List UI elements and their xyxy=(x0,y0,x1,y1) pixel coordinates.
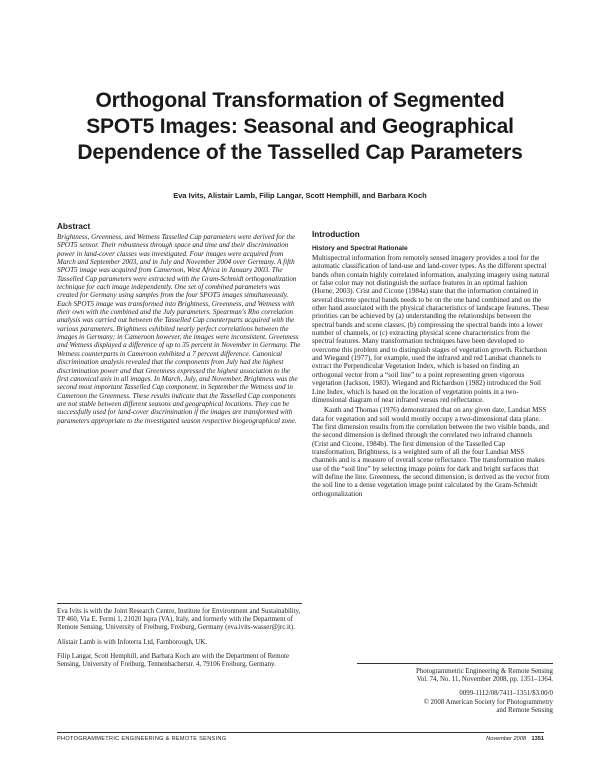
intro-paragraph-1: Multispectral information from remotely sensed imagery provides a tool for the automatic classification of land-use and land-cover types. As the different spectral bands often contain highly correlated information, analyzing imagery using natural or false color may not distinguish the surface features in an optimal fashion (Horne, 2003). Crist and Cicone (1984a) state that the information contained in several discrete spectral bands needs to be on the one hand combined and on the other hand associated with the physical characteristics of landscape features. These priorities can be achieved by (a) understanding the relationships between the spectral bands and scene classes, (b) compressing the spectral bands into a lower number of channels, or (c) extracting physical scene characteristics from the spectral features. Many transformation techniques have been developed to overcome this problem and to distinguish stages of vegetation growth. Richardson and Wiegand (1977), for example, used the infrared and red Landsat channels to extract the Perpendicular Vegetation Index, which is based on finding an orthogonal vector from a “soil line” to a point representing green vigorous vegetation (Jackson, 1983). Wiegand and Richardson (1982) introduced the Soil Line Index, which is based on the location of vegetation points in a two-dimensional diagram of near infrared versus red reflectance. xyxy=(312,254,550,404)
page-number: 1351 xyxy=(531,736,544,742)
abstract-text: Brightness, Greenness, and Wetness Tasselled Cap parameters were derived for the SPOT5 sensor. Their robustness through space and time and their discrimination power in land-cover classes was investigated. Four images were acquired from March and September 2003, and in July and November 2004 over Germany. A fifth SPOT5 image was acquired from Cameroon, West Africa in January 2003. The Tasselled Cap parameters were extracted with the Gram-Schmidt orthogonalization technique for each image independently. One set of combined parameters was created for Germany using samples from the four SPOT5 images simultaneously. Each SPOT5 image was transformed into Brightness, Greenness, and Wetness with their own with the combined and the July parameters. Spearman's Rho correlation analysis was carried out between the Tasselled Cap counterparts acquired with the various parameters. Brightness exhibited nearly perfect correlations between the images in Germany; in Cameroon however, the images were inconsistent. Greenness and Wetness displayed a difference of up to 35 percent in November in Germany. The Wetness counterparts in Cameroon exhibited a 7 percent difference. Canonical discrimination analysis revealed that the components from July had the highest discrimination power and that Greenness expressed the highest association to the first canonical axis in all images. In March, July, and November, Brightness was the second most important Tasselled Cap component, in September the Wetness and in Cameroon the Greenness. These results indicate that the Tasselled Cap components are not stable between different seasons and geographical locations. They can be successfully used for land-cover discrimination if the images are transformed with parameters appropriate to the investigated season respective biogeographical zone. xyxy=(57,233,301,425)
affiliation-2: Alistair Lamb is with Infoterra Ltd, Farnborough, UK. xyxy=(57,638,208,646)
copyright-line-2: and Remote Sensing xyxy=(496,706,553,714)
author-affiliations xyxy=(57,603,302,675)
right-column xyxy=(312,222,550,498)
copyright-line-1: © 2008 American Society for Photogrammetry xyxy=(423,698,553,706)
copyright-block xyxy=(357,690,553,715)
paper-title xyxy=(60,88,540,166)
title-line-1: Orthogonal Transformation of Segmented xyxy=(95,89,505,112)
title-line-2: SPOT5 Images: Seasonal and Geographical xyxy=(86,115,514,138)
affiliation-1: Eva Ivits is with the Joint Research Centre, Institute for Environment and Sustainability, TP 460, Via E. Fermi 1, 21020 Ispra (VA), Italy, and formerly with the Department of Remote Sensing, University of Freiburg, Freiburg, Germany (eva.ivits-wasser@jrc.it). xyxy=(57,608,301,632)
article-code: 0099-1112/08/7411–1351/$3.00/0 xyxy=(459,690,553,698)
footer-date: November 2008 xyxy=(486,736,526,742)
journal-volume: Vol. 74, No. 11, November 2008, pp. 1351–1364. xyxy=(416,676,553,684)
subsection-heading: History and Spectral Rationale xyxy=(312,245,408,252)
abstract-heading: Abstract xyxy=(57,222,91,231)
title-line-3: Dependence of the Tasselled Cap Parameters xyxy=(77,141,523,164)
publication-info xyxy=(357,663,553,721)
journal-name: Photogrammetric Engineering & Remote Sensing xyxy=(415,668,553,675)
journal-citation xyxy=(357,668,553,684)
page-footer xyxy=(57,732,544,743)
introduction-heading: Introduction xyxy=(312,230,360,239)
footer-journal: PHOTOGRAMMETRIC ENGINEERING & REMOTE SENSING xyxy=(57,736,227,742)
left-column xyxy=(57,222,302,425)
author-list: Eva Ivits, Alistair Lamb, Filip Langar, Scott Hemphill, and Barbara Koch xyxy=(173,191,427,200)
affiliation-rule xyxy=(57,603,302,604)
footer-date-page xyxy=(486,736,544,742)
pubinfo-rule xyxy=(357,663,553,664)
affiliation-3: Filip Langar, Scott Hemphill, and Barbara Koch are with the Department of Remote Sensing, University of Freiburg, Tennenbacherstr. 4, 79106 Freiburg, Germany. xyxy=(57,652,290,669)
intro-paragraph-2: Kauth and Thomas (1976) demonstrated that on any given date, Landsat MSS data for vegetation and soil would mostly occupy a two-dimensional data plane. The first dimension results from the correlation between the two visible bands, and the second dimension is defined through the correlated two infrared channels (Crist and Cicone, 1984b). The first dimension of the Tasselled Cap transformation, Brightness, is a weighted sum of all the four Landsat MSS channels and is a measure of overall scene reflectance. The transformation makes use of the “soil line” by selecting image points for dark and bright surfaces that will define the line. Greenness, the second dimension, is derived as the vector from the soil line to a dense vegetation image point calculated by the Gram-Schmidt orthogonalization xyxy=(312,406,550,498)
